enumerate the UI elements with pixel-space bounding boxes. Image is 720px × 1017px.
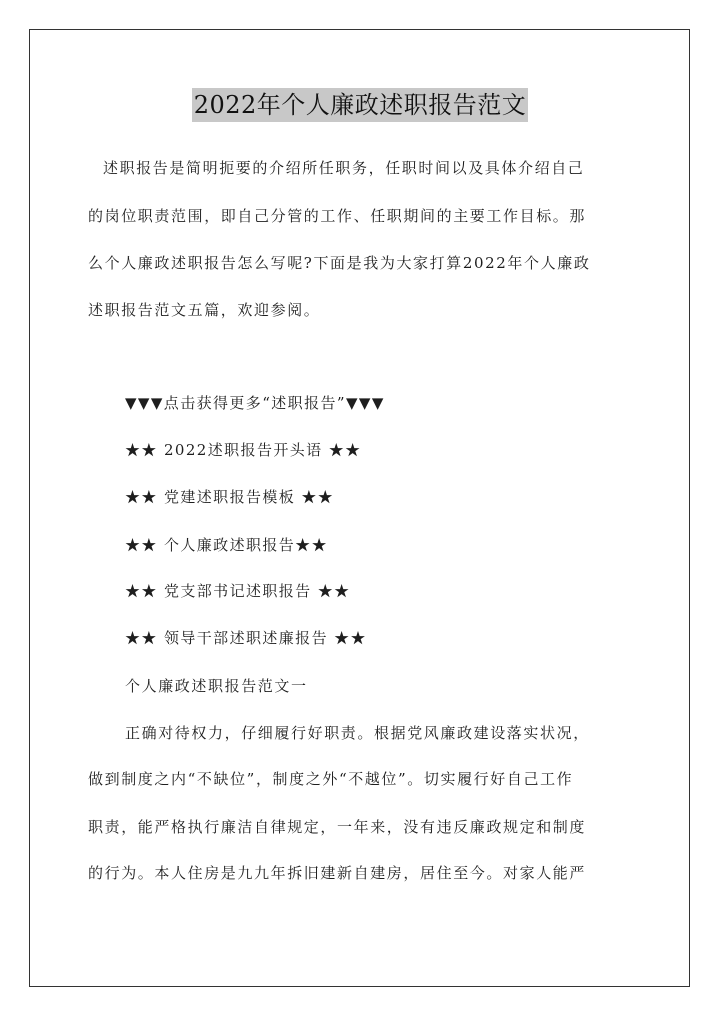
title-container <box>0 88 720 122</box>
link-leader-cadre-report[interactable]: ★★ 领导干部述职述廉报告 ★★ <box>125 629 367 647</box>
body-line-3: 职责，能严格执行廉洁自律规定，一年来，没有违反廉政规定和制度 <box>88 818 587 836</box>
document-title: 2022年个人廉政述职报告范文 <box>192 88 529 122</box>
link-branch-secretary-report[interactable]: ★★ 党支部书记述职报告 ★★ <box>125 582 351 600</box>
link-personal-integrity-report[interactable]: ★★ 个人廉政述职报告★★ <box>125 536 328 554</box>
intro-line-4: 述职报告范文五篇，欢迎参阅。 <box>88 301 321 319</box>
body-line-4: 的行为。本人住房是九九年拆旧建新自建房，居住至今。对家人能严 <box>88 864 587 882</box>
intro-line-2: 的岗位职责范围，即自己分管的工作、任职期间的主要工作目标。那 <box>88 207 587 225</box>
body-line-1: 正确对待权力，仔细履行好职责。根据党风廉政建设落实状况， <box>125 724 590 742</box>
section-heading: 个人廉政述职报告范文一 <box>125 677 308 695</box>
link-opening-remarks[interactable]: ★★ 2022述职报告开头语 ★★ <box>125 441 362 459</box>
body-line-2: 做到制度之内“不缺位”，制度之外“不越位”。切实履行好自己工作 <box>88 770 574 788</box>
intro-line-3: 么个人廉政述职报告怎么写呢?下面是我为大家打算2022年个人廉政 <box>88 254 591 272</box>
link-party-building-template[interactable]: ★★ 党建述职报告模板 ★★ <box>125 488 335 506</box>
more-reports-link[interactable]: ▼▼▼点击获得更多“述职报告”▼▼▼ <box>125 394 385 412</box>
intro-line-1: 述职报告是简明扼要的介绍所任职务，任职时间以及具体介绍自己 <box>103 159 585 177</box>
